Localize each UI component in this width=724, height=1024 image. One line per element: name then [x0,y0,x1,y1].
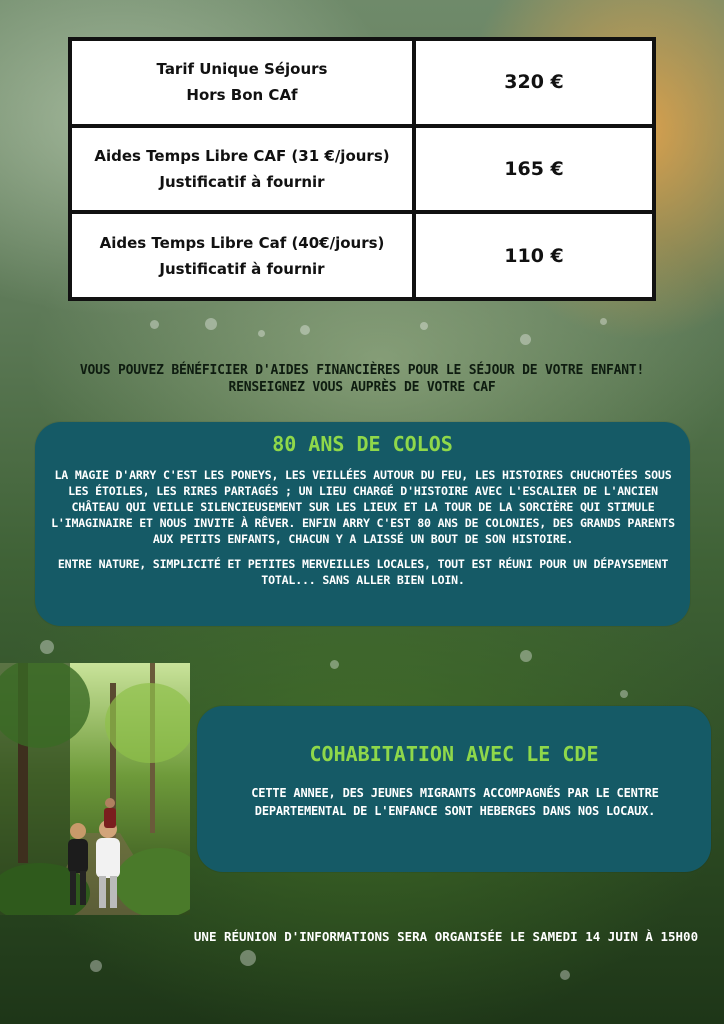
table-row [70,212,654,299]
caf-note-line1: VOUS POUVEZ BÉNÉFICIER D'AIDES FINANCIÈRES POUR LE SÉJOUR DE VOTRE ENFANT! [79,363,645,378]
price-value: 165 € [414,126,654,213]
colos-paragraph-2: ENTRE NATURE, SIMPLICITÉ ET PETITES MERVEILLES LOCALES, TOUT EST RÉUNI POUR UN DÉPAYSEMENT TOTAL... SANS ALLER BIEN LOIN. [57,557,669,587]
colos-panel [35,422,690,626]
table-row [70,39,654,126]
price-value: 320 € [414,39,654,126]
price-label-line1: Tarif Unique Séjours [156,60,328,79]
price-value: 110 € [414,212,654,299]
meeting-announcement: UNE RÉUNION D'INFORMATIONS SERA ORGANISÉE LE SAMEDI 14 JUIN À 15H00 [193,929,699,944]
cde-panel [197,706,711,872]
price-label [70,212,414,299]
colos-title: 80 ANS DE COLOS [272,432,453,456]
cde-body: CETTE ANNEE, DES JEUNES MIGRANTS ACCOMPAGNÉS PAR LE CENTRE DEPARTEMENTAL DE L'ENFANCE SONT HEBERGES DANS NOS LOCAUX. [251,786,659,818]
table-row [70,126,654,213]
colos-body [49,467,677,597]
forest-walk-photo [0,663,190,915]
price-label-line2: Hors Bon CAf [186,86,298,105]
price-label-line1: Aides Temps Libre Caf (40€/jours) [99,233,385,252]
forest-walk-illustration [0,663,190,915]
price-label [70,39,414,126]
price-label-line2: Justificatif à fournir [159,259,325,278]
price-table [68,37,656,301]
price-label [70,126,414,213]
colos-paragraph-1: LA MAGIE D'ARRY C'EST LES PONEYS, LES VEILLÉES AUTOUR DU FEU, LES HISTOIRES CHUCHOTÉES SOUS LES ÉTOILES, LES RIRES PARTAGÉS ; UN LIEU CHARGÉ D'HISTOIRE AVEC L'ESCALIER DE L'ANCIEN CHÂTEAU QUI VEILLE SILENCIEUSEMENT SUR LES LIEUX ET LA TOUR DE LA SORCIÈRE QUI STIMULE L'IMAGINAIRE ET NOUS INVITE À RÊVER. ENFIN ARRY C'EST 80 ANS DE COLONIES, DES GRANDS PARENTS AUX PETITS ENFANTS, CHACUN Y A LAISSÉ UN BOUT DE SON HISTOIRE. [51,468,675,546]
price-label-line2: Justificatif à fournir [159,172,325,191]
caf-aid-note [20,362,704,396]
price-label-line1: Aides Temps Libre CAF (31 €/jours) [94,146,390,165]
cde-title: COHABITATION AVEC LE CDE [309,742,599,766]
caf-note-line2: RENSEIGNEZ VOUS AUPRÈS DE VOTRE CAF [228,380,496,395]
